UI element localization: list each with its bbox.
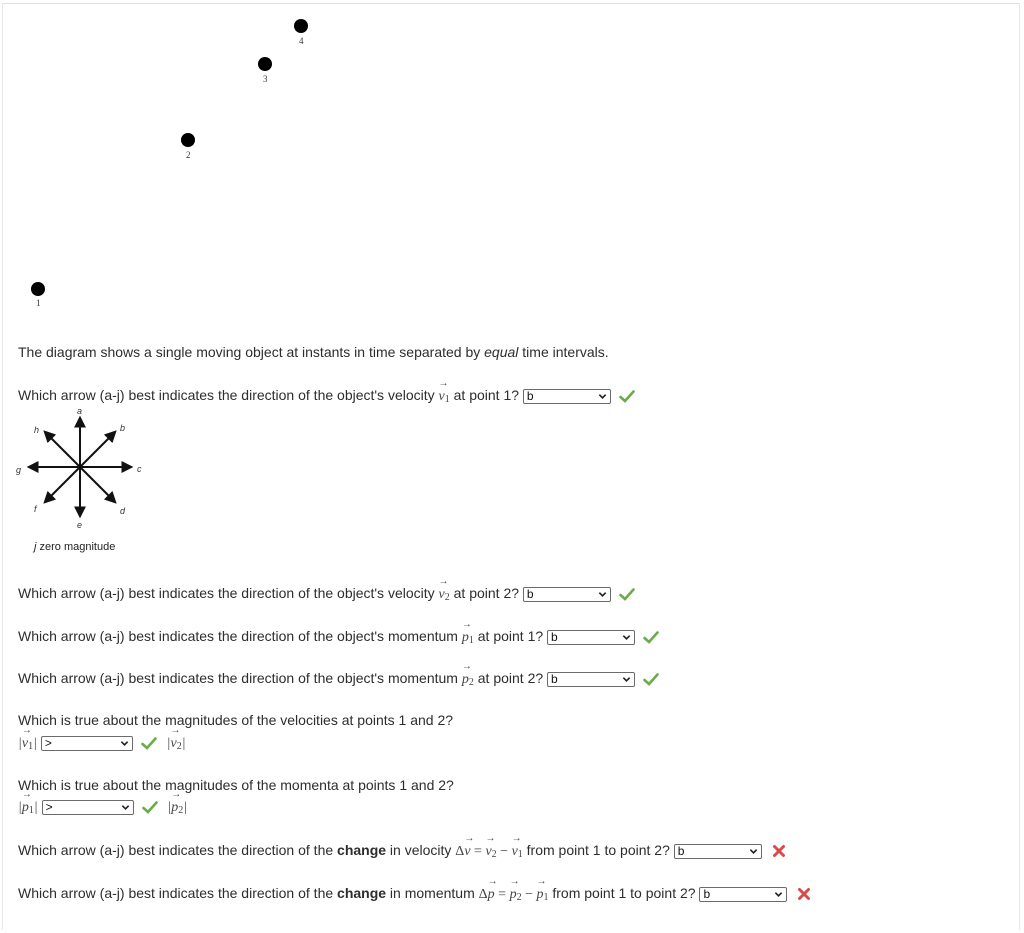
comparison-select-momentum[interactable]: >: [42, 800, 134, 815]
answer-select-8[interactable]: b: [699, 887, 787, 902]
question-2: Which arrow (a-j) best indicates the direction of the object's velocity → $v_2$ at point 2? b: [18, 584, 635, 607]
arrow-label-b: b: [120, 423, 126, 433]
question-5: Which is true about the magnitudes of the velocities at points 1 and 2?: [18, 712, 454, 728]
p2-magnitude: |→ $p_2|$: [167, 800, 187, 815]
chevron-down-icon: [598, 590, 607, 599]
checkmark-icon: [643, 672, 659, 686]
delta-v-equation: Δ→ v = → $v_2$ − → $v_1$: [455, 844, 522, 859]
chevron-down-icon: [622, 675, 631, 684]
point-label-2: 2: [186, 150, 191, 160]
checkmark-icon: [142, 800, 158, 814]
checkmark-icon: [619, 389, 635, 403]
object-dot-1: [31, 282, 45, 296]
intro-text: The diagram shows a single moving object at instants in time separated by equal time intervals.: [18, 344, 609, 360]
answer-select-2[interactable]: b: [523, 587, 611, 602]
answer-select-1[interactable]: b: [523, 389, 611, 404]
arrow-label-g: g: [16, 465, 22, 475]
question-8: Which arrow (a-j) best indicates the direction of the change in momentum Δ→ p = → $p_2$ − → $p_1$ from point 1 to point 2? b: [18, 884, 811, 907]
momentum-comparison-row: [18, 797, 187, 820]
checkmark-icon: [619, 587, 635, 601]
question-1: Which arrow (a-j) best indicates the direction of the object's velocity → $v_1$ at point 1? b: [18, 386, 635, 409]
arrow-label-h: h: [34, 425, 40, 435]
arrow-label-d: d: [120, 506, 126, 516]
question-7: Which arrow (a-j) best indicates the direction of the change in velocity Δ→ v = → $v_2$ − → $v_1$ from point 1 to point 2? b: [18, 841, 786, 864]
v1-magnitude: |→ $v_1|$: [18, 736, 37, 751]
object-dot-4: [294, 19, 308, 33]
zero-magnitude-note: j zero magnitude: [34, 541, 116, 553]
arrow-label-a: a: [77, 406, 83, 416]
answer-select-4[interactable]: b: [547, 672, 635, 687]
checkmark-icon: [141, 736, 157, 750]
question-3: Which arrow (a-j) best indicates the direction of the object's momentum → $p_1$ at point 1? b: [18, 627, 659, 650]
chevron-down-icon: [774, 890, 783, 899]
chevron-down-icon: [622, 633, 631, 642]
object-dot-2: [181, 133, 195, 147]
point-label-3: 3: [263, 74, 268, 84]
p1-magnitude: |→ $p_1|$: [18, 800, 38, 815]
arrow-label-c: c: [137, 464, 142, 474]
x-mark-icon: [797, 887, 811, 901]
arrow-diagram-icon: [0, 405, 160, 530]
answer-select-7[interactable]: b: [674, 844, 762, 859]
chevron-down-icon: [120, 739, 129, 748]
x-mark-icon: [772, 844, 786, 858]
object-dot-3: [258, 57, 272, 71]
delta-p-equation: Δ→ p = → $p_2$ − → $p_1$: [479, 887, 549, 902]
velocity-comparison-row: [18, 733, 186, 756]
question-4: Which arrow (a-j) best indicates the direction of the object's momentum → $p_2$ at point 2? b: [18, 669, 659, 692]
comparison-select-velocity[interactable]: >: [41, 736, 133, 751]
point-label-1: 1: [36, 298, 41, 308]
checkmark-icon: [643, 630, 659, 644]
chevron-down-icon: [121, 803, 130, 812]
arrow-label-e: e: [77, 520, 83, 530]
chevron-down-icon: [749, 847, 758, 856]
direction-arrows-legend: [0, 405, 160, 530]
chevron-down-icon: [598, 392, 607, 401]
v2-magnitude: |→ $v_2|$: [167, 736, 186, 751]
point-label-4: 4: [299, 36, 304, 46]
arrow-label-f: f: [34, 504, 37, 514]
question-6: Which is true about the magnitudes of the momenta at points 1 and 2?: [18, 777, 454, 793]
answer-select-3[interactable]: b: [547, 630, 635, 645]
